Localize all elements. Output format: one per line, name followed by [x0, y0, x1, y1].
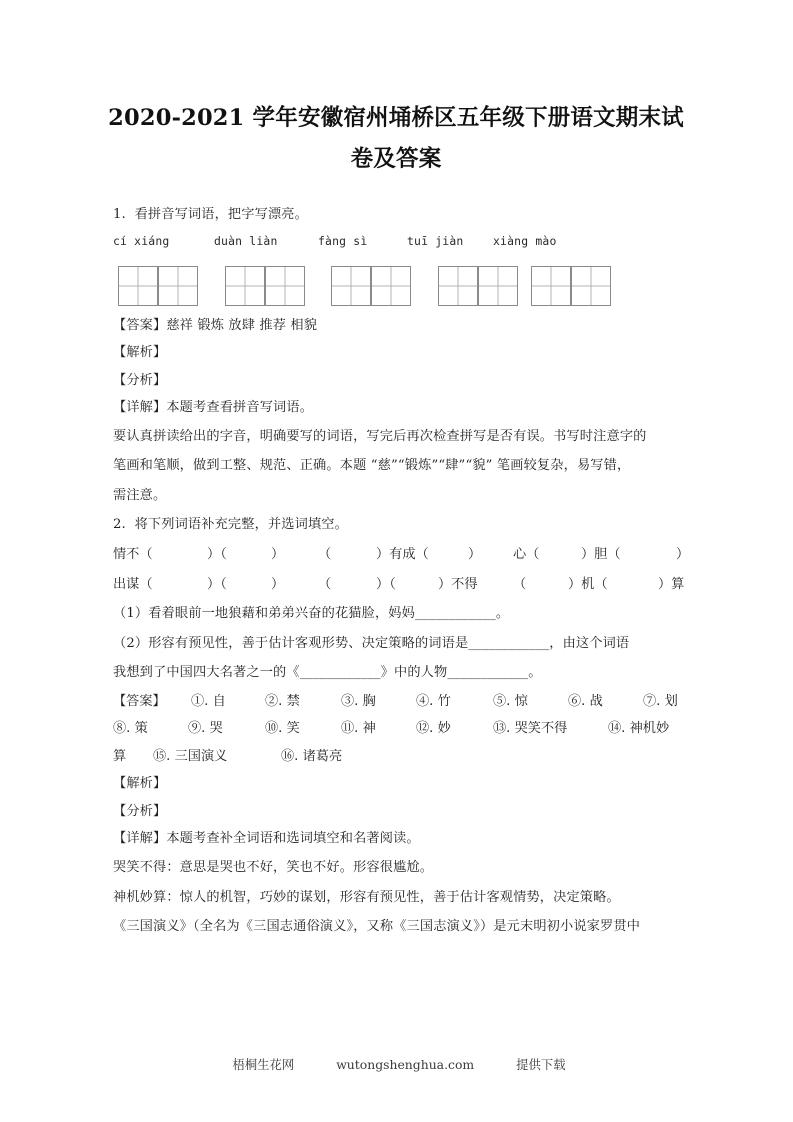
question-2-answer-row	[113, 715, 685, 743]
writing-grid-cell[interactable]	[371, 266, 411, 306]
cloze-segment: （	[318, 576, 332, 592]
cloze-segment: ）	[468, 546, 482, 562]
answer-item: ⑪. 神	[341, 721, 376, 737]
cloze-segment: ）	[676, 546, 690, 562]
cloze-segment: 出谋（	[113, 576, 153, 592]
writing-grid-group[interactable]	[225, 266, 305, 306]
question-2-detail-line: 神机妙算：惊人的机智，巧妙的谋划，形容有预见性，善于估计客观情势，决定策略。	[113, 889, 620, 905]
question-2-sub-2-line: 我想到了中国四大名著之一的《____________》中的人物____________。	[113, 665, 542, 681]
answer-item: ①. 自	[191, 693, 226, 709]
question-1-fenxi-label: 【分析】	[113, 372, 167, 388]
question-2-answer-row	[113, 688, 685, 716]
answer-item: ②. 禁	[265, 693, 300, 709]
question-1-detail-line: 需注意。	[113, 487, 167, 503]
writing-grid-cell[interactable]	[331, 266, 371, 306]
writing-grid-cell[interactable]	[531, 266, 571, 306]
answer-item: ⑮. 三国演义	[153, 748, 228, 764]
answer-item: ⑬. 哭笑不得	[493, 721, 568, 737]
cloze-segment: ）（	[207, 546, 227, 562]
cloze-segment: ）算	[658, 576, 685, 592]
question-2-answer-row	[113, 743, 685, 771]
pinyin-label: duàn liàn	[214, 233, 278, 248]
pinyin-label: tuī jiàn	[407, 233, 464, 248]
pinyin-label: xiàng mào	[493, 233, 557, 248]
footer-site-name: 梧桐生花网	[232, 1057, 295, 1072]
question-1-xiangjie: 【详解】本题考查看拼音写词语。	[113, 400, 314, 416]
writing-grid-cell[interactable]	[265, 266, 305, 306]
question-2-sub-2-line: （2）形容有预见性，善于估计客观形势、决定策略的词语是____________，由这个词语	[113, 635, 630, 651]
footer-action: 提供下载	[516, 1057, 566, 1072]
question-2-sub-1: （1）看着眼前一地狼藉和弟弟兴奋的花猫脸，妈妈____________。	[113, 606, 510, 622]
document-body	[113, 200, 690, 942]
pinyin-label: cí xiáng	[113, 233, 170, 248]
answer-item: ⑫. 妙	[416, 721, 451, 737]
answer-item: ⑦. 划	[643, 693, 678, 709]
writing-grid-group[interactable]	[438, 266, 518, 306]
writing-grid-cell[interactable]	[158, 266, 198, 306]
cloze-segment: ）有成（	[376, 546, 429, 562]
question-2-jiexi-label: 【解析】	[113, 776, 167, 792]
question-1-pinyin-row	[113, 230, 685, 258]
cloze-segment: ）（	[376, 576, 396, 592]
question-2-stem: 2. 将下列词语补充完整，并选词填空。	[113, 517, 348, 533]
question-1-jiexi-label: 【解析】	[113, 345, 167, 361]
answer-item: 【答案】	[113, 693, 166, 709]
writing-grid-group[interactable]	[118, 266, 198, 306]
cloze-segment: ）机（	[568, 576, 608, 592]
page-title: 2020-2021 学年安徽宿州埇桥区五年级下册语文期末试卷及答案	[108, 105, 684, 172]
cloze-segment: ）	[271, 576, 285, 592]
cloze-segment: ）不得	[438, 576, 478, 592]
answer-item: ④. 竹	[416, 693, 451, 709]
writing-grid-cell[interactable]	[118, 266, 158, 306]
question-1-detail-line: 要认真拼读给出的字音，明确要写的词语，写完后再次检查拼写是否有误。书写时注意字的	[113, 428, 647, 444]
question-1-detail-line: 笔画和笔顺，做到工整、规范、正确。本题 “慈”“锻炼”“肆”“貌” 笔画较复杂，易写错，	[113, 458, 631, 474]
answer-item: ③. 胸	[341, 693, 376, 709]
cloze-segment: （	[318, 546, 332, 562]
cloze-segment: （	[513, 576, 527, 592]
writing-grid-group[interactable]	[331, 266, 411, 306]
answer-item: 算	[113, 748, 127, 764]
answer-item: ⑤. 惊	[493, 693, 528, 709]
answer-item: ⑨. 哭	[188, 721, 223, 737]
cloze-segment: ）（	[207, 576, 227, 592]
answer-item: ⑥. 战	[568, 693, 603, 709]
writing-grid-cell[interactable]	[438, 266, 478, 306]
question-2-detail-line: 《三国演义》（全名为《三国志通俗演义》，又称《三国志演义》）是元末明初小说家罗贯中	[113, 919, 641, 935]
cloze-segment: ）胆（	[581, 546, 621, 562]
answer-item: ⑭. 神机妙	[608, 721, 670, 737]
answer-item: ⑯. 诸葛亮	[281, 748, 343, 764]
writing-grid-cell[interactable]	[225, 266, 265, 306]
question-2-fenxi-label: 【分析】	[113, 803, 167, 819]
answer-item: ⑧. 策	[113, 721, 148, 737]
question-2-cloze-row-1	[113, 540, 690, 570]
question-2-detail-line: 哭笑不得：意思是哭也不好，笑也不好。形容很尴尬。	[113, 859, 434, 875]
question-2-xiangjie: 【详解】本题考查补全词语和选词填空和名著阅读。	[113, 831, 420, 847]
question-2-cloze-row-2	[113, 570, 685, 600]
cloze-segment: 情不（	[113, 546, 153, 562]
footer-domain: wutongshenghua.com	[336, 1057, 475, 1072]
cloze-segment: 心（	[513, 546, 540, 562]
writing-grid-cell[interactable]	[571, 266, 611, 306]
writing-grid-cell[interactable]	[478, 266, 518, 306]
question-1-grid-row	[113, 260, 685, 312]
writing-grid-group[interactable]	[531, 266, 611, 306]
page-footer	[113, 1055, 685, 1073]
question-1-stem: 1. 看拼音写词语，把字写漂亮。	[113, 207, 308, 222]
answer-item: ⑩. 笑	[265, 721, 300, 737]
cloze-segment: ）	[271, 546, 285, 562]
pinyin-label: fàng sì	[318, 233, 368, 248]
question-1-answer: 【答案】慈祥 锻炼 放肆 推荐 相貌	[113, 317, 318, 333]
